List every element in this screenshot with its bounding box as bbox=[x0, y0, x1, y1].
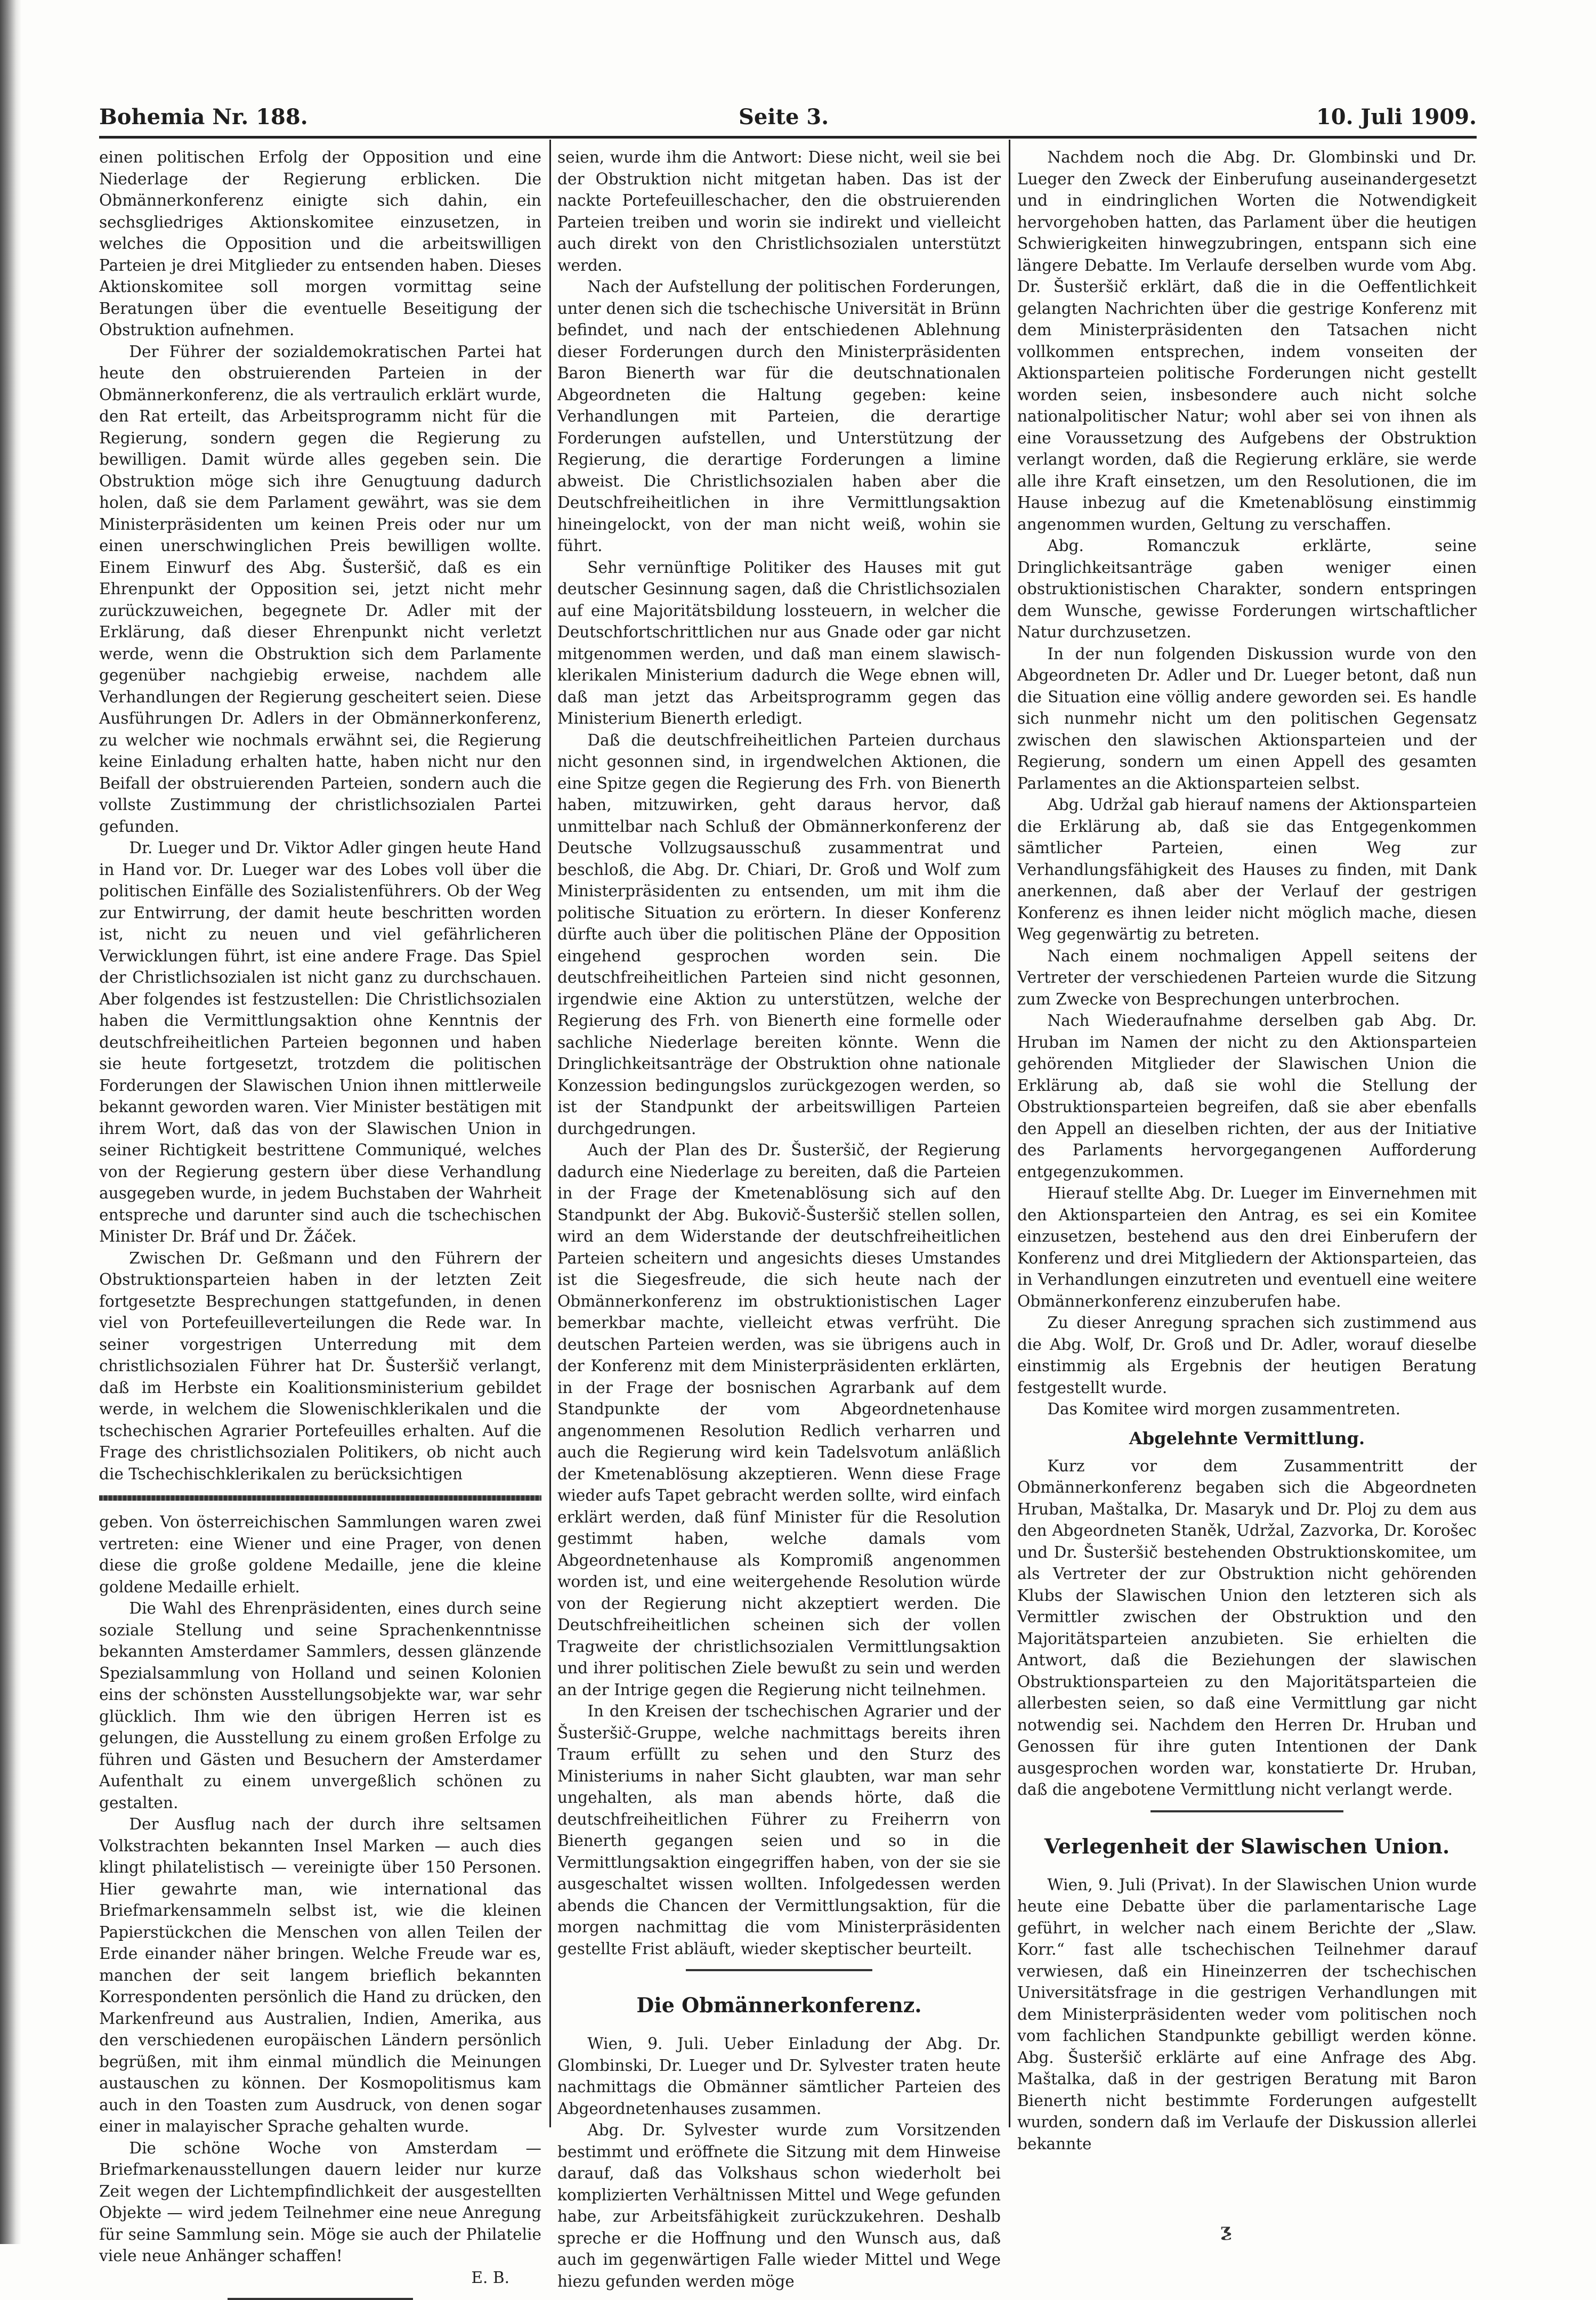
col2-paragraph-7: Wien, 9. Juli. Ueber Einladung der Abg. Dr. Glombinski, Dr. Lueger und Dr. Sylvester traten heute nachmittags die Obmänner sämtlicher Parteien des Abgeordnetenhauses zusammen. bbox=[557, 2035, 1001, 2118]
col1-paragraph-4: Zwischen Dr. Geßmann und den Führern der Obstruktionsparteien haben in der letzten Zeit fortgesetzte Besprechungen stattgefunden, in denen viel von Portefeuilleverteilungen die Rede war. In seiner vorgestrigen Unterredung mit dem christlichsozialen Führer hat Dr. Šusteršič verlangt, daß im Herbste ein Koalitionsministerium gebildet werde, in welchem die Slowenischklerikalen und die tschechischen Agrarier Portefeuilles erhalten. Auf die Frage des christlichsozialen Politikers, ob nicht auch die Tschechischklerikalen zu berücksichtigen bbox=[99, 1249, 541, 1483]
subheading-abgelehnte-vermittlung: Abgelehnte Vermittlung. bbox=[1129, 1428, 1365, 1448]
author-signature: E. B. bbox=[471, 2268, 509, 2287]
column-divider-1 bbox=[549, 140, 551, 2127]
col3-paragraph-2: Abg. Romanczuk erklärte, seine Dringlichkeitsanträge gaben weniger einen obstruktionistischen Charakter, sondern entspringen dem Wunsche, gewisse Forderungen wirtschaftlicher Natur durchzusetzen. bbox=[1017, 537, 1477, 641]
header-page-number: Seite 3. bbox=[739, 104, 829, 129]
column-divider-2 bbox=[1009, 140, 1010, 2127]
column-3 bbox=[1017, 147, 1477, 2153]
col2-paragraph-6: In den Kreisen der tschechischen Agrarier und der Šusteršič-Gruppe, welche nachmittags bereits ihren Traum erfüllt zu sehen und den Sturz des Ministeriums in naher Sicht glaubten, war man sehr ungehalten, als man abends hörte, daß die deutschfreiheitlichen Führer zu Freiherrn von Bienerth gegangen seien und so in die Vermittlungsaktion eingegriffen haben, von der sie sie ausgeschaltet wissen wollten. Infolgedessen werden abends die Chancen der Vermittlungsaktion, für die morgen nachmittag die vom Ministerpräsidenten gestellte Frist abläuft, wieder skeptischer beurteilt. bbox=[557, 1702, 1001, 1958]
col3-paragraph-3: In der nun folgenden Diskussion wurde von den Abgeordneten Dr. Adler und Dr. Lueger betont, daß nun die Situation eine völlig andere geworden sei. Es handle sich nunmehr nicht um den politischen Gegensatz zwischen den slawischen Aktionsparteien und der Regierung, sondern um einen Appell des gesamten Parlamentes an die Aktionsparteien selbst. bbox=[1017, 644, 1477, 792]
page-binding-edge bbox=[0, 0, 21, 2244]
section-separator bbox=[99, 1495, 541, 1501]
header-date: 10. Juli 1909. bbox=[1316, 104, 1477, 129]
section-rule bbox=[686, 1969, 872, 1971]
col3-paragraph-1: Nachdem noch die Abg. Dr. Glombinski und Dr. Lueger den Zweck der Einberufung auseinandergesetzt und in eindringlichen Worten die Notwendigkeit hervorgehoben hatten, das Parlament über die heutigen Schwierigkeiten hinwegzubringen, entspann sich eine längere Debatte. Im Verlaufe derselben wurde vom Abg. Dr. Šusteršič erklärt, daß die in die Oeffentlichkeit gelangten Nachrichten über die gestrige Konferenz mit dem Ministerpräsidenten den Tatsachen nicht vollkommen entsprechen, indem vonseiten der Aktionsparteien politische Forderungen nicht gestellt worden seien, insbesondere auch nicht solche nationalpolitischer Natur; wohl aber sei von ihnen als eine Voraussetzung des Aufgebens der Obstruktion verlangt worden, daß die Regierung erkläre, sie werde alle ihre Kraft einsetzen, um den Resolutionen, die im Hause inbezug auf die Kmetenablösung einstimmig angenommen wurden, Geltung zu verschaffen. bbox=[1017, 148, 1477, 533]
section-heading-obmaennerkonferenz: Die Obmännerkonferenz. bbox=[636, 1993, 922, 2017]
col2-paragraph-1: seien, wurde ihm die Antwort: Diese nicht, weil sie bei der Obstruktion nicht mitgetan haben. Das ist der nackte Portefeuilleschacher, den die obstruierenden Parteien treiben und worin sie indirekt und vielleicht auch direkt von den Christlichsozialen unterstützt werden. bbox=[557, 148, 1001, 274]
col2-paragraph-3: Sehr vernünftige Politiker des Hauses mit gut deutscher Gesinnung sagen, daß die Christlichsozialen auf eine Majoritätsbildung lossteuern, in welcher die Deutschfortschrittlichen nur aus Gnade oder gar nicht mitgenommen werden, und daß man einem slawisch-klerikalen Ministerium dadurch die Wege ebnen will, daß man jetzt das Arbeitsprogramm gegen das Ministerium Bienerth erledigt. bbox=[557, 558, 1001, 727]
col3-paragraph-4: Abg. Udržal gab hierauf namens der Aktionsparteien die Erklärung ab, daß sie das Entgegenkommen sämtlicher Parteien, einen Weg zur Verhandlungsfähigkeit des Hauses zu finden, mit Dank anerkennen, daß aber der Verlauf der gestrigen Konferenz es ihnen leider nicht möglich mache, diesen Weg gegenwärtig zu betreten. bbox=[1017, 796, 1477, 943]
page-footer-mark: ƺ bbox=[1220, 2220, 1233, 2241]
column-2 bbox=[557, 147, 1001, 2290]
article-end-rule bbox=[228, 2298, 414, 2300]
col1-paragraph-7: Der Ausflug nach der durch ihre seltsamen Volkstrachten bekannten Insel Marken — auch dies klingt philatelistisch — vereinigte über 150 Personen. Hier gewahrte man, wie international das Briefmarkensammeln selbst ist, wie die kleinen Papierstückchen die Menschen von allen Teilen der Erde einander näher bringen. Welche Freude war es, manchen der seit langem brieflich bekannten Korrespondenten persönlich die Hand zu drücken, den Markenfreund aus Australien, Indien, Amerika, aus den verschiedenen europäischen Ländern persönlich begrüßen, mit ihm einmal mündlich die Meinungen austauschen zu können. Der Kosmopolitismus kam auch in den Toasten zum Ausdruck, von denen sogar einer in malayischer Sprache gehalten wurde. bbox=[99, 1815, 541, 2135]
section-rule bbox=[1151, 1810, 1343, 1812]
col2-paragraph-8: Abg. Dr. Sylvester wurde zum Vorsitzenden bestimmt und eröffnete die Sitzung mit dem Hinweise darauf, daß das Volkshaus schon wiederholt bei komplizierten Verhältnissen Mittel und Wege gefunden habe, zur Arbeitsfähigkeit zurückzukehren. Deshalb spreche er die Hoffnung und den Wunsch aus, daß auch im gegenwärtigen Falle wieder Mittel und Wege hiezu gefunden werden möge bbox=[557, 2121, 1001, 2290]
col2-paragraph-5: Auch der Plan des Dr. Šusteršič, der Regierung dadurch eine Niederlage zu bereiten, daß die Parteien in der Frage der Kmetenablösung sich auf den Standpunkt der Abg. Bukovič-Šusteršič stellen sollen, wird an dem Widerstande der deutschfreiheitlichen Parteien scheitern und angesichts dieses Umstandes ist die Siegesfreude, die sich heute nach der Obmännerkonferenz im obstruktionistischen Lager bemerkbar machte, vielleicht etwas verfrüht. Die deutschen Parteien werden, was sie übrigens auch in der Konferenz mit dem Ministerpräsidenten erklärten, in der Frage der bosnischen Agrarbank auf dem Standpunkte der vom Abgeordnetenhause angenommenen Resolution Redlich verharren und auch die Regierung wird kein Tadelsvotum anläßlich der Kmetenablösung akzeptieren. Wenn diese Frage wieder aufs Tapet gebracht werden sollte, wird einfach erklärt werden, daß fünf Minister für die Resolution gestimmt haben, welche damals vom Abgeordnetenhause als Kompromiß angenommen worden ist, und eine weitergehende Resolution würde von der Regierung nicht akzeptiert werden. Die Deutschfreiheitlichen scheinen sich der vollen Tragweite der christlichsozialen Vermittlungsaktion und ihrer politischen Ziele bewußt zu sein und werden an der Intrige gegen die Regierung nicht teilnehmen. bbox=[557, 1141, 1001, 1699]
col3-paragraph-8: Zu dieser Anregung sprachen sich zustimmend aus die Abg. Wolf, Dr. Groß und Dr. Adler, worauf dieselbe einstimmig als Ergebnis der heutigen Beratung festgestellt wurde. bbox=[1017, 1314, 1477, 1397]
section-heading-slawische-union: Verlegenheit der Slawischen Union. bbox=[1044, 1834, 1450, 1858]
col2-paragraph-2: Nach der Aufstellung der politischen Forderungen, unter denen sich die tschechische Universität in Brünn befindet, und nach der entschiedenen Ablehnung dieser Forderungen durch den Ministerpräsidenten Baron Bienerth war für die deutschnationalen Abgeordneten die Haltung gegeben: keine Verhandlungen mit Parteien, die derartige Forderungen aufstellen, und Unterstützung der Regierung, die derartige Forderungen a limine abweist. Die Christlichsozialen haben aber die Deutschfreiheitlichen in ihre Vermittlungsaktion hineingelockt, von der man nicht weiß, wohin sie führt. bbox=[557, 278, 1001, 555]
col3-paragraph-10: Kurz vor dem Zusammentritt der Obmännerkonferenz begaben sich die Abgeordneten Hruban, Maštalka, Dr. Masaryk und Dr. Ploj zu dem aus den Abgeordneten Staněk, Udržal, Zazvorka, Dr. Korošec und Dr. Šusteršič bestehenden Obstruktionskomitee, um als Vertreter der zur Obstruktion nicht gehörenden Klubs der Slawischen Union den letzteren sich als Vermittler zwischen der Obstruktion und den Majoritätsparteien anzubieten. Sie erhielten die Antwort, daß die Beziehungen der slawischen Obstruktionsparteien zu den Majoritätsparteien die allerbesten seien, so daß eine Vermittlung gar nicht notwendig sei. Nachdem den Herren Dr. Hruban und Genossen für ihre guten Intentionen der Dank ausgesprochen worden war, konstatierte Dr. Hruban, daß die angebotene Vermittlung nicht verlangt werde. bbox=[1017, 1456, 1477, 1799]
col1-paragraph-1: einen politischen Erfolg der Opposition und eine Niederlage der Regierung erblicken. Die Obmännerkonferenz einigte sich dahin, ein sechsgliedriges Aktionskomitee einzusetzen, in welches die Opposition und die arbeitswilligen Parteien je drei Mitglieder zu entsenden haben. Dieses Aktionskomitee soll morgen vormittag seine Beratungen über die eventuelle Beseitigung der Obstruktion aufnehmen. bbox=[99, 148, 541, 339]
col1-paragraph-3: Dr. Lueger und Dr. Viktor Adler gingen heute Hand in Hand vor. Dr. Lueger war des Lobes voll über die politischen Einfälle des Sozialistenführers. Ob der Weg zur Entwirrung, der damit heute beschritten worden ist, nicht zu neuen und viel gefährlicheren Verwicklungen führt, ist eine andere Frage. Das Spiel der Christlichsozialen ist nicht ganz zu durchschauen. Aber folgendes ist festzustellen: Die Christlichsozialen haben die Vermittlungsaktion ohne Kenntnis der deutschfreiheitlichen Parteien begonnen und haben sie heute fortgesetzt, trotzdem die politischen Forderungen der Slawischen Union ihnen mittlerweile bekannt geworden waren. Vier Minister bestätigen mit ihrem Wort, daß das von der Slawischen Union in seiner Richtigkeit bestrittene Communiqué, welches von der Regierung gestern über diese Verhandlung ausgegeben wurde, in jedem Buchstaben der Wahrheit entspreche und darunter sind auch die tschechischen Minister Dr. Bráf und Dr. Žáček. bbox=[99, 839, 541, 1245]
col1-paragraph-2: Der Führer der sozialdemokratischen Partei hat heute den obstruierenden Parteien in der Obmännerkonferenz, die als vertraulich erklärt wurde, den Rat erteilt, das Arbeitsprogramm nicht für die Regierung, sondern gegen die Regierung zu bewilligen. Damit würde alles gegeben sein. Die Obstruktion möge sich ihre Genugtuung dadurch holen, daß sie dem Parlament gewährt, was sie dem Ministerpräsidenten um keinen Preis oder nur um einen unerschwinglichen Preis bewilligen wollte. Einem Einwurf des Abg. Šusteršič, daß es ein Ehrenpunkt der Opposition sei, jetzt nicht mehr zurückzuweichen, begegnete Dr. Adler mit der Erklärung, daß dieser Ehrenpunkt nicht verletzt werde, wenn die Obstruktion sich dem Parlamente gegenüber nachgiebig erweise, nachdem alle Verhandlungen der Regierung gescheitert seien. Diese Ausführungen Dr. Adlers in der Obmännerkonferenz, zu welcher wie nochmals erwähnt sei, die Regierung keine Einladung erhalten hatte, haben nicht nur den Beifall der obstruierenden Parteien, sondern auch die vollste Zustimmung der christlichsozialen Partei gefunden. bbox=[99, 342, 541, 836]
col1-paragraph-8: Die schöne Woche von Amsterdam — Briefmarkenausstellungen dauern leider nur kurze Zeit wegen der Lichtempfindlichkeit der ausgestellten Objekte — wird jedem Teilnehmer eine neue Anregung für seine Sammlung sein. Möge sie auch der Philatelie viele neue Anhänger schaffen! bbox=[99, 2139, 541, 2265]
header-newspaper-issue: Bohemia Nr. 188. bbox=[99, 104, 308, 129]
col3-paragraph-11: Wien, 9. Juli (Privat). In der Slawischen Union wurde heute eine Debatte über die parlamentarische Lage geführt, in welcher nach einem Berichte der „Slaw. Korr.“ fast alle tschechischen Teilnehmer darauf verwiesen, daß ein Hineinzerren der tschechischen Universitätsfrage in die gestrigen Verhandlungen mit dem Ministerpräsidenten weder vom politischen noch vom fachlichen Standpunkte gebilligt werden könne. Abg. Šusteršič erklärte auf eine Anfrage des Abg. Maštalka, daß in der gestrigen Beratung mit Baron Bienerth nicht bestimmte Forderungen aufgestellt wurden, sondern daß im Verlaufe der Diskussion allerlei bekannte bbox=[1017, 1875, 1477, 2153]
col3-paragraph-6: Nach Wiederaufnahme derselben gab Abg. Dr. Hruban im Namen der nicht zu den Aktionsparteien gehörenden Mitglieder der Slawischen Union die Erklärung ab, daß sie wohl die Stellung der Obstruktionsparteien begreifen, daß sie aber ebenfalls den Appell an dieselben richten, der aus der Initiative des Parlaments hervorgegangenen Aufforderung entgegenzukommen. bbox=[1017, 1011, 1477, 1181]
column-1 bbox=[99, 147, 541, 2287]
header-rule bbox=[99, 136, 1477, 139]
col3-paragraph-9: Das Komitee wird morgen zusammentreten. bbox=[1047, 1400, 1401, 1418]
col3-paragraph-5: Nach einem nochmaligen Appell seitens der Vertreter der verschiedenen Parteien wurde die Sitzung zum Zwecke von Besprechungen unterbrochen. bbox=[1017, 946, 1477, 1008]
page-header bbox=[99, 101, 1477, 133]
col1-paragraph-5: geben. Von österreichischen Sammlungen waren zwei vertreten: eine Wiener und eine Prager, von denen diese die große goldene Medaille, jene die kleine goldene Medaille erhielt. bbox=[99, 1513, 541, 1596]
col2-paragraph-4: Daß die deutschfreiheitlichen Parteien durchaus nicht gesonnen sind, in irgendwelchen Aktionen, die eine Spitze gegen die Regierung des Frh. von Bienerth haben, mitzuwirken, geht daraus hervor, daß unmittelbar nach Schluß der Obmännerkonferenz der Deutsche Vollzugsausschuß zusammentrat und beschloß, die Abg. Dr. Chiari, Dr. Groß und Wolf zum Ministerpräsidenten zu entsenden, um mit ihm die politische Situation zu erörtern. In dieser Konferenz dürfte auch über die politischen Pläne der Opposition eingehend gesprochen worden sein. Die deutschfreiheitlichen Parteien sind nicht gesonnen, irgendwie eine Aktion zu unterstützen, welche der Regierung des Frh. von Bienerth eine formelle oder sachliche Niederlage bereiten könnte. Wenn die Dringlichkeitsanträge der Obstruktion ohne nationale Konzession bedingungslos zurückgezogen werden, so ist der Standpunkt der arbeitswilligen Parteien durchgedrungen. bbox=[557, 731, 1001, 1138]
col3-paragraph-7: Hierauf stellte Abg. Dr. Lueger im Einvernehmen mit den Aktionsparteien den Antrag, es sei ein Komitee einzusetzen, bestehend aus den drei Einberufern der Konferenz und drei Mitgliedern der Aktionsparteien, das in Verhandlungen einzutreten und eventuell eine weitere Obmännerkonferenz einzuberufen habe. bbox=[1017, 1184, 1477, 1310]
col1-paragraph-6: Die Wahl des Ehrenpräsidenten, eines durch seine soziale Stellung und seine Sprachenkenntnisse bekannten Amsterdamer Sammlers, dessen glänzende Spezialsammlung von Holland und seinen Kolonien eins der schönsten Ausstellungsobjekte war, war sehr glücklich. Ihm wie den übrigen Herren ist es gelungen, die Ausstellung zu einem großen Erfolge zu führen und Gästen und Besuchern der Amsterdamer Aufenthalt zu einem unvergeßlich schönen zu gestalten. bbox=[99, 1599, 541, 1812]
